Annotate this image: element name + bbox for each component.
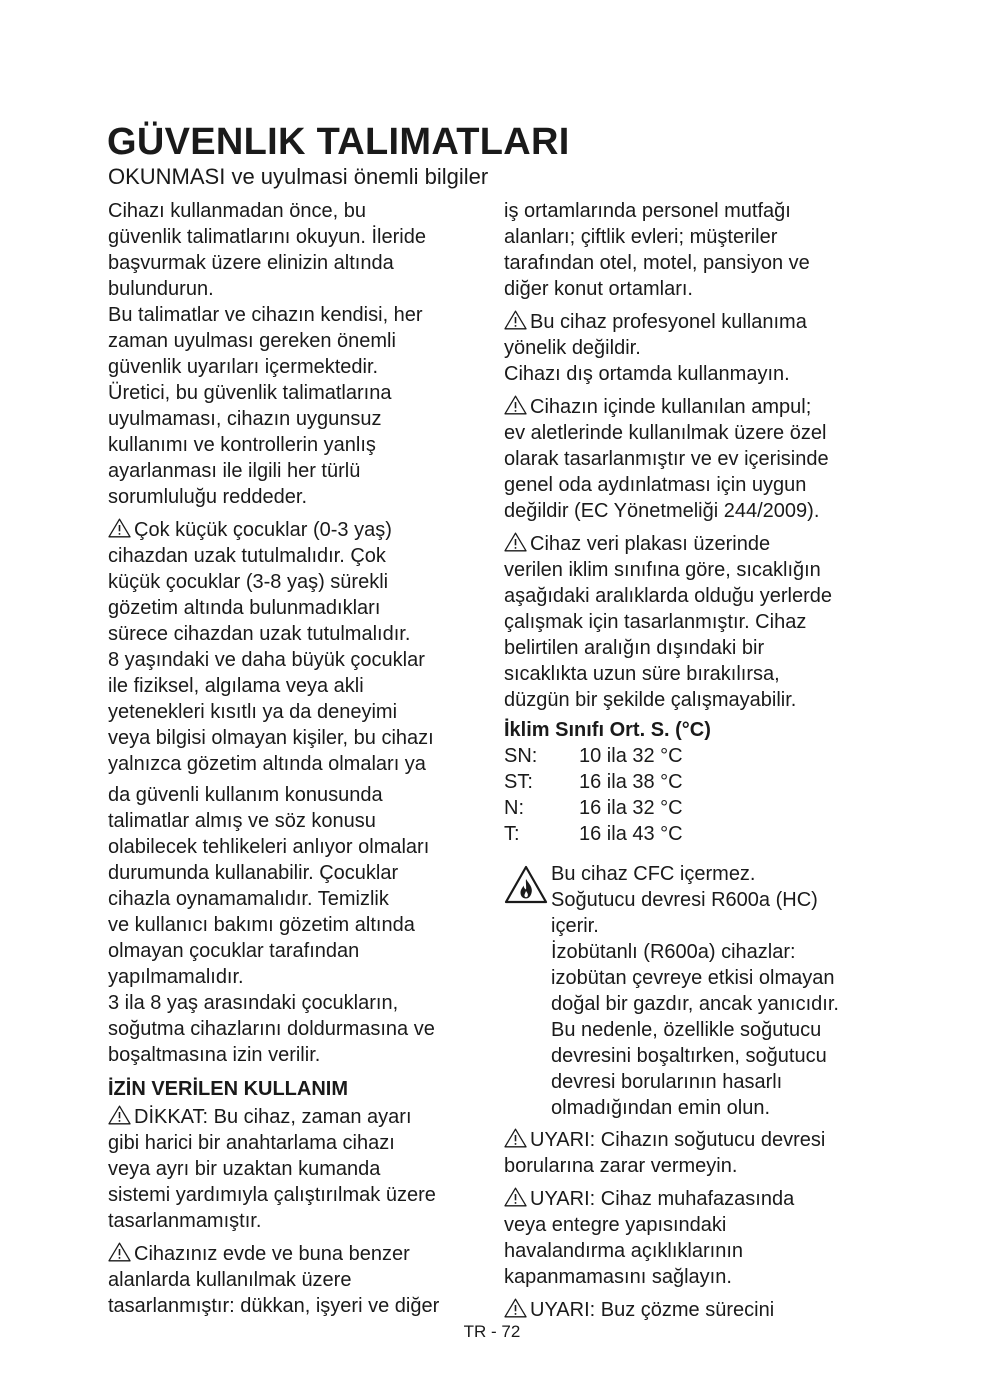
household-use-text: Cihazınız evde ve buna benzer alanlarda kullanılmak üzere tasarlanmıştır: dükkan, işyeri ve diğer (108, 1243, 440, 1317)
climate-range: 16 ila 38 °C (579, 771, 683, 793)
flammable-warning-icon (504, 865, 548, 905)
page-subtitle: OKUNMASI ve uyulmasi önemli bilgiler (108, 164, 489, 189)
climate-row (504, 821, 894, 847)
climate-range: 16 ila 32 °C (579, 797, 683, 819)
professional-use-text: Bu cihaz profesyonel kullanıma yönelik değildir. Cihazı dış ortamda kullanmayın. (504, 311, 807, 385)
climate-code: T: (504, 823, 520, 845)
climate-code: SN: (504, 745, 538, 767)
children-continued-paragraph: da güvenli kullanım konusunda talimatlar almış ve söz konusu olabilecek tehlikeleri anlıyor olmaları durumunda kullanabilir. Çocuklar cihazla oynamamalıdır. Temizlik ve kullanıcı bakımı gözetim altında olmayan çocuklar tarafından yapılmamalıdır. 3 ila 8 yaş arasındaki çocukların, soğutma cihazlarını doldurmasına ve boşaltmasına izin verilir. (108, 784, 435, 1066)
warning-triangle-icon (108, 1242, 131, 1262)
children-warning-paragraph (108, 517, 488, 777)
climate-row (504, 769, 894, 795)
climate-code: N: (504, 797, 524, 819)
warning-triangle-icon (504, 532, 527, 552)
warning-triangle-icon (504, 395, 527, 415)
caution-paragraph (108, 1104, 488, 1234)
cfc-text: Bu cihaz CFC içermez. Soğutucu devresi R600a (HC) içerir. İzobütanlı (R600a) cihazlar: izobütan çevreye etkisi olmayan doğal bir gazdır, ancak yanıcıdır. Bu nedenle, özellikle soğutucu devresini boşaltırken, soğutucu devresi borularının hasarlı olmadığından emin olun. (551, 863, 839, 1119)
cfc-notice (504, 861, 894, 1121)
household-use-paragraph (108, 1241, 488, 1319)
climate-paragraph (504, 531, 894, 713)
warning-triangle-icon (108, 1105, 131, 1125)
lamp-text: Cihazın içinde kullanılan ampul; ev aletlerinde kullanılmak üzere özel olarak tasarlanmıştır ve ev içerisinde genel oda aydınlatması için uygun değildir (EC Yönetmeliği 244/2009). (504, 396, 829, 522)
climate-code: ST: (504, 771, 533, 793)
household-use-continued: iş ortamlarında personel mutfağı alanları; çiftlik evleri; müşteriler tarafından otel, motel, pansiyon ve diğer konut ortamları. (504, 200, 810, 300)
professional-use-paragraph (504, 309, 894, 387)
page-number: TR - 72 (463, 1322, 521, 1341)
lamp-paragraph (504, 394, 894, 524)
climate-range: 16 ila 43 °C (579, 823, 683, 845)
warning-triangle-icon (504, 1298, 527, 1318)
permitted-use-heading: İZİN VERİLEN KULLANIM (108, 1078, 348, 1100)
children-warning-text: Çok küçük çocuklar (0-3 yaş) cihazdan uzak tutulmalıdır. Çok küçük çocuklar (3-8 yaş) sürekli gözetim altında bulunmadıkları sürece cihazdan uzak tutulmalıdır. 8 yaşındaki ve daha büyük çocuklar ile fiziksel, algılama veya akli yetenekleri kısıtlı ya da deneyimi veya bilgisi olmayan kişiler, bu cihazı yalnızca gözetim altında olmaları ya (108, 519, 434, 775)
climate-row (504, 795, 894, 821)
left-column (108, 198, 488, 1326)
caution-text: DİKKAT: Bu cihaz, zaman ayarı gibi harici bir anahtarlama cihazı veya ayrı bir uzaktan kumanda sistemi yardımıyla çalıştırılmak üzere tasarlanmamıştır. (108, 1106, 436, 1232)
climate-table-heading: İklim Sınıfı Ort. S. (°C) (504, 719, 711, 741)
refrigerant-warning-text: UYARI: Cihazın soğutucu devresi borularına zarar vermeyin. (504, 1129, 826, 1177)
climate-range: 10 ila 32 °C (579, 745, 683, 767)
warning-triangle-icon (504, 310, 527, 330)
climate-row (504, 743, 894, 769)
right-column (504, 198, 894, 1330)
ventilation-warning-text: UYARI: Cihaz muhafazasında veya entegre yapısındaki havalandırma açıklıklarının kapanmamasını sağlayın. (504, 1188, 795, 1288)
refrigerant-warning-paragraph (504, 1127, 894, 1179)
defrost-warning-text: UYARI: Buz çözme sürecini (530, 1299, 775, 1321)
defrost-warning-paragraph (504, 1297, 894, 1323)
ventilation-warning-paragraph (504, 1186, 894, 1290)
page-title: GÜVENLIK TALIMATLARI (107, 121, 570, 163)
warning-triangle-icon (108, 518, 131, 538)
climate-table (504, 743, 894, 847)
intro-paragraph: Cihazı kullanmadan önce, bu güvenlik talimatlarını okuyun. İleride başvurmak üzere elinizin altında bulundurun. Bu talimatlar ve cihazın kendisi, her zaman uyulması gereken önemli güvenlik uyarıları içermektedir. Üretici, bu güvenlik talimatlarına uyulmaması, cihazın uygunsuz kullanımı ve kontrollerin yanlış ayarlanması ile ilgili her türlü sorumluluğu reddeder. (108, 200, 426, 508)
warning-triangle-icon (504, 1187, 527, 1207)
climate-text: Cihaz veri plakası üzerinde verilen iklim sınıfına göre, sıcaklığın aşağıdaki aralıklarda olduğu yerlerde çalışmak için tasarlanmıştır. Cihaz belirtilen aralığın dışındaki bir sıcaklıkta uzun süre bırakılırsa, düzgün bir şekilde çalışmayabilir. (504, 533, 832, 711)
warning-triangle-icon (504, 1128, 527, 1148)
